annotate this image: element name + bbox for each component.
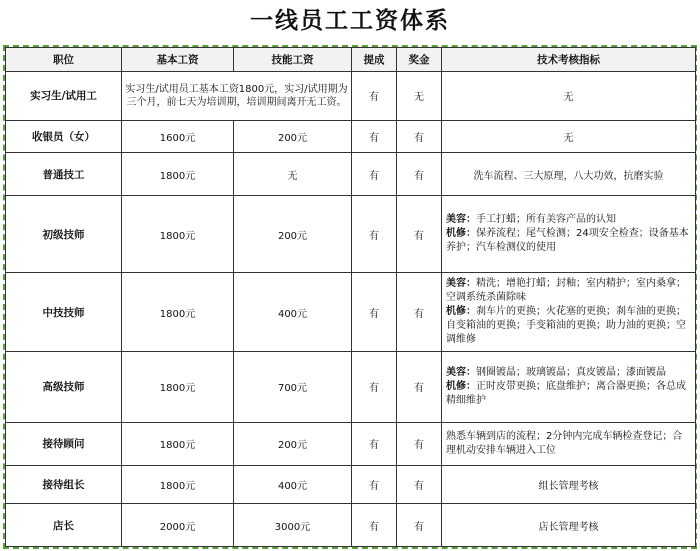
bonus-cell: 有: [397, 422, 442, 465]
position-cell: 接待组长: [6, 465, 122, 504]
bonus-cell: 有: [397, 273, 442, 351]
indicator-line: [446, 305, 691, 347]
base-salary-cell: 2000元: [122, 504, 234, 547]
indicator-text: 刹车片的更换；火花塞的更换；刹车油的更换；自变箱油的更换；手变箱油的更换；助力油的更换；空调维修: [446, 306, 686, 346]
indicator-label: 美容：: [446, 278, 476, 290]
indicators-cell: [442, 465, 696, 504]
indicator-line: 熟悉车辆到店的流程；2分钟内完成车辆检查登记；合理机动安排车辆进入工位: [446, 430, 683, 456]
commission-cell: 有: [352, 72, 397, 121]
base-salary-cell: 1600元: [122, 120, 234, 153]
indicators-cell: [442, 351, 696, 422]
header-commission: 提成: [352, 48, 397, 72]
indicators-cell: [442, 72, 696, 121]
table-row: [6, 273, 696, 351]
indicator-line: [446, 227, 691, 255]
indicator-text: 钢圈镀晶；玻璃镀晶；真皮镀晶；漆面镀晶: [476, 366, 666, 378]
table-row: [6, 422, 696, 465]
base-salary-cell: 1800元: [122, 273, 234, 351]
table-row: [6, 72, 696, 121]
base-salary-cell: 1800元: [122, 351, 234, 422]
skill-salary-cell: 200元: [234, 422, 352, 465]
indicator-line: [446, 380, 691, 408]
header-base-salary: 基本工资: [122, 48, 234, 72]
commission-cell: 有: [352, 196, 397, 273]
header-indicators: 技术考核指标: [442, 48, 696, 72]
position-cell: 收银员（女）: [6, 120, 122, 153]
bonus-cell: 有: [397, 351, 442, 422]
bonus-cell: 有: [397, 120, 442, 153]
commission-cell: 有: [352, 273, 397, 351]
position-cell: 店长: [6, 504, 122, 547]
position-cell: 普通技工: [6, 153, 122, 196]
indicators-cell: [442, 153, 696, 196]
table-row: [6, 196, 696, 273]
indicator-line: 组长管理考核: [538, 480, 599, 492]
indicator-label: 美容：: [446, 214, 476, 226]
bonus-cell: 有: [397, 153, 442, 196]
position-cell: 实习生/试用工: [6, 72, 122, 121]
bonus-cell: 有: [397, 196, 442, 273]
skill-salary-cell: 400元: [234, 465, 352, 504]
commission-cell: 有: [352, 465, 397, 504]
indicator-label: 机修：: [446, 306, 476, 318]
base-salary-cell: 1800元: [122, 196, 234, 273]
indicator-line: [446, 277, 691, 305]
indicator-line: 无: [563, 92, 574, 104]
commission-cell: 有: [352, 504, 397, 547]
skill-salary-cell: 200元: [234, 196, 352, 273]
table-header-row: [6, 48, 696, 72]
header-position: 职位: [6, 48, 122, 72]
position-cell: 初级技师: [6, 196, 122, 273]
skill-salary-cell: 400元: [234, 273, 352, 351]
table-row: [6, 351, 696, 422]
indicator-text: 精洗；增艳打蜡；封釉；室内精护；室内桑拿；空调系统杀菌除味: [446, 278, 686, 304]
header-bonus: 奖金: [397, 48, 442, 72]
commission-cell: 有: [352, 120, 397, 153]
skill-salary-cell: 200元: [234, 120, 352, 153]
base-salary-cell: 1800元: [122, 465, 234, 504]
bonus-cell: 有: [397, 504, 442, 547]
salary-table: [5, 47, 696, 547]
indicator-line: 无: [563, 133, 574, 145]
indicator-text: 正时皮带更换；底盘维护；离合器更换；各总成精细维护: [446, 380, 686, 406]
skill-salary-cell: 无: [234, 153, 352, 196]
position-cell: 接待顾问: [6, 422, 122, 465]
indicator-line: [446, 213, 691, 227]
table-row: [6, 153, 696, 196]
indicator-label: 机修：: [446, 228, 476, 240]
indicator-text: 保养流程；尾气检测；24项安全检查；设备基本养护；汽车检测仪的使用: [446, 228, 689, 254]
indicator-line: 店长管理考核: [538, 521, 599, 533]
base-salary-cell: 实习生/试用员工基本工资1800元，实习/试用期为三个月，前七天为培训期，培训期间离开无工资。: [122, 72, 352, 121]
indicator-line: 洗车流程、三大原理，八大功效，抗磨实验: [473, 170, 664, 182]
indicator-text: 手工打蜡；所有美容产品的认知: [476, 214, 616, 226]
commission-cell: 有: [352, 351, 397, 422]
position-cell: 中技技师: [6, 273, 122, 351]
skill-salary-cell: 3000元: [234, 504, 352, 547]
commission-cell: 有: [352, 422, 397, 465]
indicator-label: 美容：: [446, 366, 476, 378]
indicator-label: 机修：: [446, 380, 476, 392]
header-skill-salary: 技能工资: [234, 48, 352, 72]
indicators-cell: [442, 120, 696, 153]
position-cell: 高级技师: [6, 351, 122, 422]
indicators-cell: [442, 196, 696, 273]
indicator-line: [446, 366, 691, 380]
table-row: [6, 504, 696, 547]
indicators-cell: [442, 422, 696, 465]
commission-cell: 有: [352, 153, 397, 196]
indicators-cell: [442, 504, 696, 547]
indicators-cell: [442, 273, 696, 351]
table-row: [6, 120, 696, 153]
table-row: [6, 465, 696, 504]
bonus-cell: 无: [397, 72, 442, 121]
base-salary-cell: 1800元: [122, 422, 234, 465]
base-salary-cell: 1800元: [122, 153, 234, 196]
bonus-cell: 有: [397, 465, 442, 504]
skill-salary-cell: 700元: [234, 351, 352, 422]
page-title: 一线员工工资体系: [250, 8, 450, 34]
